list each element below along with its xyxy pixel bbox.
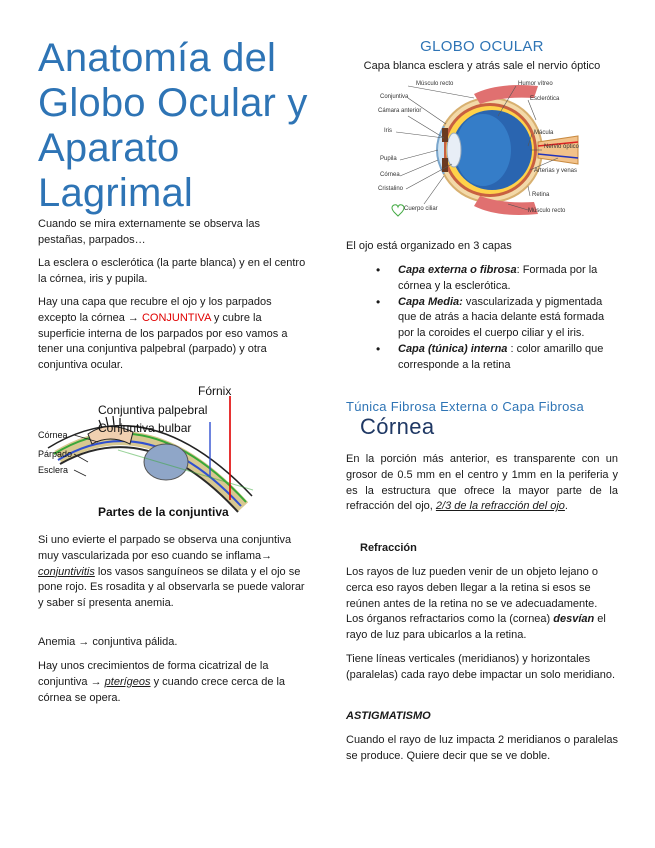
eye-label-macula: Mácula bbox=[534, 130, 554, 136]
text-run: Si uno evierte el parpado se observa una conjuntiva muy vascularizada por eso cuando se inflama→ bbox=[38, 534, 292, 562]
eye-label-pupila: Pupila bbox=[380, 156, 397, 162]
eye-label-camara: Cámara anterior bbox=[378, 108, 422, 114]
eye-label-esclerotica: Esclerótica bbox=[530, 96, 560, 102]
eye-label-musculo-recto-top: Músculo recto bbox=[416, 81, 454, 87]
label-cornea: Córnea bbox=[38, 430, 68, 440]
refraccion-link: 2/3 de la refracción del ojo bbox=[435, 500, 565, 513]
label-esclera: Esclera bbox=[38, 465, 69, 475]
list-item bbox=[346, 263, 618, 295]
eye-label-cornea: Córnea bbox=[380, 172, 400, 178]
capas-intro: El ojo está organizado en 3 capas bbox=[346, 240, 512, 252]
eye-label-iris: Iris bbox=[384, 128, 392, 134]
text-run: Hay unos crecimientos de forma cicatrizal de la conjuntiva → bbox=[38, 660, 269, 688]
paragraph-astigmatismo: Cuando el rayo de luz impacta 2 meridianos o paralelas se produce. Quiere decir que se ve doble. bbox=[346, 734, 618, 762]
eye-label-humor-vitreo: Humor vítreo bbox=[518, 81, 553, 87]
paragraph-esclera: La esclera o esclerótica (la parte blanca) y en el centro la córnea, iris y pupila. bbox=[38, 257, 306, 285]
label-palpebral: Conjuntiva palpebral bbox=[98, 403, 208, 417]
paragraph-evierte bbox=[38, 533, 308, 612]
list-item bbox=[346, 295, 618, 342]
capa-text: vascularizada y pigmentada que de atrás a hacia delante está formada por la coroides el cuerpo ciliar y el iris. bbox=[398, 295, 605, 340]
astigmatismo-heading: ASTIGMATISMO bbox=[346, 710, 431, 722]
capas-list bbox=[346, 263, 618, 374]
tunica-heading: Túnica Fibrosa Externa o Capa Fibrosa bbox=[346, 399, 584, 414]
eye-label-musculo-recto-bottom: Músculo recto bbox=[528, 208, 566, 214]
eye-label-nervio: Nervio óptico bbox=[544, 144, 580, 150]
paragraph-rayos bbox=[346, 565, 618, 644]
eye-label-retina: Retina bbox=[532, 192, 550, 198]
lens bbox=[447, 133, 461, 167]
list-item bbox=[346, 342, 618, 374]
vitreous-highlight bbox=[455, 114, 511, 186]
paragraph-anemia: Anemia → conjuntiva pálida. bbox=[38, 636, 178, 648]
conjuntivitis-link: conjuntivitis bbox=[38, 565, 95, 578]
eye-label-cristalino: Cristalino bbox=[378, 186, 404, 192]
paragraph-cornea bbox=[346, 452, 618, 515]
label-bulbar: Conjuntiva bulbar bbox=[98, 421, 192, 435]
paragraph-externa: Cuando se mira externamente se observa las pestañas, parpados… bbox=[38, 218, 260, 246]
capa-text: : Formada por la córnea y la esclerótica. bbox=[398, 264, 598, 292]
pterigeos-link: pterígeos bbox=[104, 675, 151, 688]
bullet-icon: • bbox=[376, 294, 381, 309]
eye-label-arterias: Arterias y venas bbox=[534, 168, 578, 174]
capa-title: Capa (túnica) interna bbox=[398, 342, 508, 355]
text-run: Hay una capa que recubre el ojo y los parpados excepto la córnea → bbox=[38, 296, 272, 324]
paragraph-lineas: Tiene líneas verticales (meridianos) y horizontales (paralelas) cada rayo debe impactar un solo meridiano. bbox=[346, 653, 616, 681]
conjunctiva-figure bbox=[38, 382, 268, 522]
text-run: y cubre la superficie interna de los parpados por eso vamos a tener una conjuntiva palpebral (parpado) y otra conjuntiva ocular. bbox=[38, 311, 288, 372]
cornea-heading: Córnea bbox=[360, 414, 435, 439]
page-title: Anatomía del Globo Ocular y Aparato Lagrimal bbox=[38, 36, 308, 215]
label-fornix: Fórnix bbox=[198, 384, 232, 398]
eye-label-cuerpo-ciliar: Cuerpo ciliar bbox=[404, 206, 438, 212]
text-run: Los rayos de luz pueden venir de un objeto lejano o cerca eso rayos deben llegar a la retina si esos se reúnen antes de la retina no se ve adecuadamente. Los órganos refractarios como la (cornea) bbox=[346, 566, 598, 626]
bullet-icon: • bbox=[376, 263, 381, 277]
capa-title: Capa externa o fibrosa bbox=[398, 264, 517, 276]
label-parpado: Párpado bbox=[38, 449, 73, 459]
figure-caption: Partes de la conjuntiva bbox=[98, 505, 229, 519]
paragraph-conjuntiva bbox=[38, 295, 308, 374]
globo-ocular-heading: GLOBO OCULAR bbox=[420, 38, 544, 55]
text-run: y cuando crece cerca de la córnea se opera. bbox=[38, 675, 286, 704]
eye-diagram bbox=[378, 76, 593, 224]
globo-ocular-subtitle: Capa blanca esclera y atrás sale el nervio óptico bbox=[363, 60, 601, 72]
text-run: los vasos sanguíneos se dilata y el ojo se pone rojo. Es rosadita y al observarla se puede valorar y saber sí presenta anemia. bbox=[38, 565, 305, 610]
capa-text: : color amarillo que corresponde a la retina bbox=[398, 342, 604, 371]
text-run: En la porción más anterior, es transparente con un grosor de 0.5 mm en el centro y 1mm en la periferia y es la estructura que ofrece la mayor parte de la refracción del ojo, bbox=[346, 453, 618, 513]
paragraph-pterigeos bbox=[38, 659, 308, 706]
conjuntiva-highlight: CONJUNTIVA bbox=[141, 311, 211, 324]
refraccion-heading: Refracción bbox=[360, 542, 417, 554]
capa-title: Capa Media: bbox=[398, 295, 463, 308]
lens-shape bbox=[144, 444, 188, 480]
desvian-emphasis: desvían bbox=[553, 613, 595, 626]
text-run: el rayo de luz para ubicarlos a la retina. bbox=[346, 613, 606, 642]
bullet-icon: • bbox=[376, 341, 381, 356]
eye-label-conjuntiva: Conjuntiva bbox=[380, 94, 409, 100]
text-run: . bbox=[564, 500, 568, 513]
